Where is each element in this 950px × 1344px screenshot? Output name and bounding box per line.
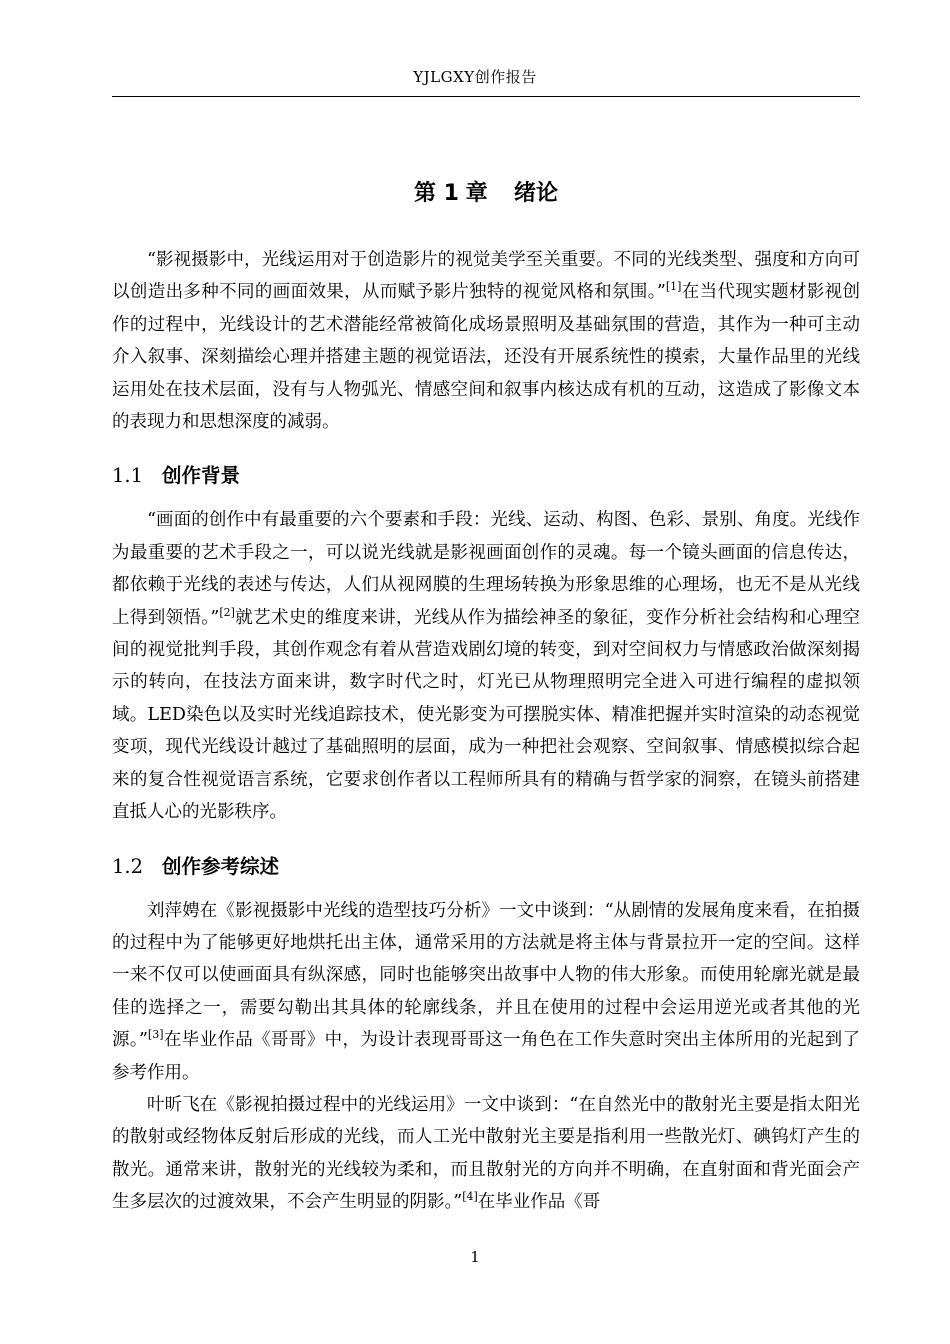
chapter-title [112,172,860,216]
chapter-unit: 章 [465,181,488,206]
page-number: 1 [470,1248,480,1266]
citation-2[interactable]: [2] [219,605,235,619]
chapter-name: 绪论 [513,181,558,206]
background-quote: “画面的创作中有最重要的六个要素和手段：光线、运动、构图、色彩、景别、角度。光线作为最重要的艺术手段之一，可以说光线就是影视画面创作的灵魂。每一个镜头画面的信息传达，都依赖于光线的表述与传达，人们从视网膜的生理场转换为形象思维的心理场，也无不是从光线上得到领悟。” [112,510,860,628]
section-heading-1-1 [112,460,860,492]
section-number: 1.1 [112,464,144,488]
chapter-label: 第 [413,181,436,206]
section-number: 1.2 [112,854,144,878]
header-rule [112,96,860,97]
review-1-quote: 刘萍娉在《影视摄影中光线的造型技巧分析》一文中谈到：“从剧情的发展角度来看，在拍摄的过程中为了能够更好地烘托出主体，通常采用的方法就是将主体与背景拉开一定的空间。这样一来不仅可以使画面具有纵深感，同时也能够突出故事中人物的伟大形象。而使用轮廓光就是最佳的选择之一，需要勾勒出其具体的轮廓线条，并且在使用的过程中会运用逆光或者其他的光源。” [112,900,860,1051]
citation-4[interactable]: [4] [462,1190,478,1204]
review-paragraph-1 [112,895,860,1089]
review-1-text: 在毕业作品《哥哥》中，为设计表现哥哥这一角色在工作失意时突出主体所用的光起到了参考作用。 [112,1030,860,1083]
section-heading-1-2 [112,851,860,883]
citation-1[interactable]: [1] [665,280,682,294]
running-header: YJLGXY创作报告 [413,68,537,86]
page-content [112,172,860,1219]
review-paragraph-2 [112,1089,860,1219]
background-text: 就艺术史的维度来讲，光线从作为描绘神圣的象征，变作分析社会结构和心理空间的视觉批判手段，其创作观念有着从营造戏剧幻境的转变，到对空间权力与情感政治做深刻揭示的转向，在技法方面来讲，数字时代之时，灯光已从物理照明完全进入可进行编程的虚拟领域。LED染色以及实时光线追踪技术，使光影变为可摆脱实体、精准把握并实时渲染的动态视觉变项，现代光线设计越过了基础照明的层面，成为一种把社会观察、空间叙事、情感模拟综合起来的复合性视觉语言系统，它要求创作者以工程师所具有的精确与哲学家的洞察，在镜头前搭建直抵人心的光影秩序。 [112,607,861,823]
intro-text: 在当代现实题材影视创作的过程中，光线设计的艺术潜能经常被简化成场景照明及基础氛围的营造，其作为一种可主动介入叙事、深刻描绘心理并搭建主题的视觉语法，还没有开展系统性的摸索，大量作品里的光线运用处在技术层面，没有与人物弧光、情感空间和叙事内核达成有机的互动，这造成了影像文本的表现力和思想深度的减弱。 [112,282,860,433]
background-paragraph [112,504,860,828]
citation-3[interactable]: [3] [147,1028,164,1042]
section-title: 创作参考综述 [162,854,280,878]
chapter-number: 1 [443,181,459,206]
intro-quote: “影视摄影中，光线运用对于创造影片的视觉美学至关重要。不同的光线类型、强度和方向可以创造出多种不同的画面效果，从而赋予影片独特的视觉风格和氛围。” [112,250,860,303]
intro-paragraph [112,244,860,438]
review-2-quote: 叶昕飞在《影视拍摄过程中的光线运用》一文中谈到：“在自然光中的散射光主要是指太阳光的散射或经物体反射后形成的光线，而人工光中散射光主要是指利用一些散光灯、碘钨灯产生的散光。通常来讲，散射光的光线较为柔和，而且散射光的方向并不明确，在直射面和背光面会产生多层次的过渡效果，不会产生明显的阴影。” [112,1094,860,1213]
review-2-text: 在毕业作品《哥 [477,1192,601,1213]
section-title: 创作背景 [162,464,241,488]
